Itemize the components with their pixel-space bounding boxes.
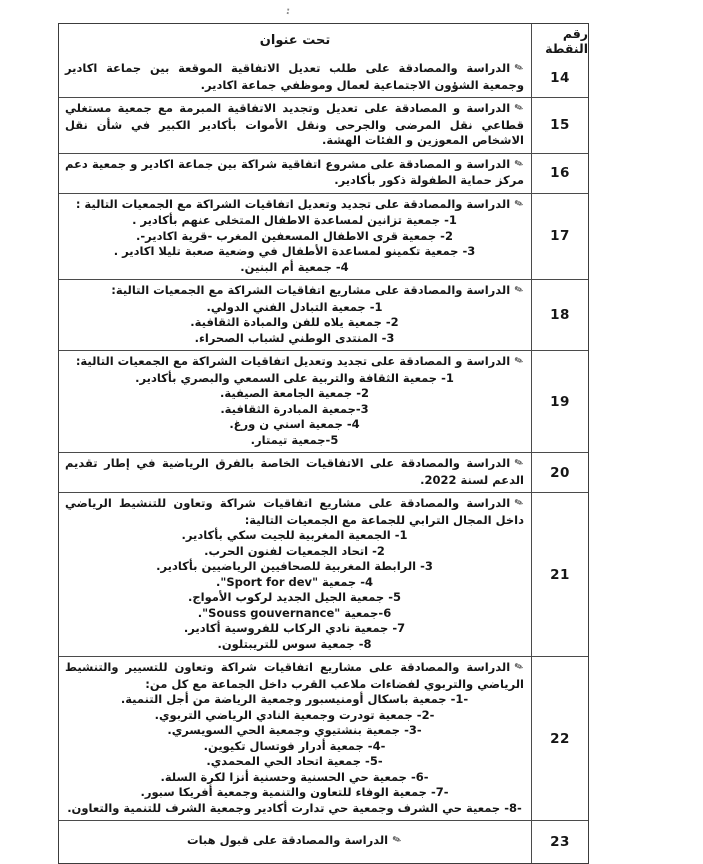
row-intro: [65, 354, 524, 371]
list-item: 4- جمعية أم البنين.: [240, 259, 349, 274]
list-item: 4- جمعية "Sport for dev".: [215, 574, 374, 589]
hand-writing-bullet-icon: ✎: [391, 833, 404, 848]
list-item: 1- جمعية الثقافة والتربية على السمعي والبصري بأكادير.: [135, 370, 454, 385]
list-item: 2- جمعية الجامعة الصيفية.: [219, 386, 369, 400]
list-item: 1- جمعية التبادل الفني الدولي.: [206, 299, 383, 314]
table-row: [59, 656, 588, 820]
list-item: 1- الجمعية المغربية للجيت سكي بأكادير.: [181, 528, 408, 542]
list-item: -4- جمعية أدرار فوتسال تكيوين.: [203, 738, 386, 753]
list-item: 5- جمعية الجيل الجديد لركوب الأمواج.: [188, 590, 401, 604]
title-cell: [59, 453, 531, 492]
row-intro: [65, 456, 524, 488]
list-item: -2- جمعية تودرت وجمعية النادي الرياضي التربوي.: [154, 707, 435, 722]
list-item: -8- جمعية حي الشرف وجمعية حي تدارت أكادير وجمعية الشرف للتنمية والتعاون.: [67, 800, 522, 815]
point-number-cell: 23: [531, 821, 588, 863]
intro-text: الدراسة والمصادقة على قبول هبات: [187, 833, 389, 848]
title-cell: [59, 657, 531, 820]
list-item: 3- جمعية تكمينو لمساعدة الأطفال في وضعية صعبة تليلا اكادير .: [113, 244, 476, 258]
table-row: [59, 193, 588, 280]
hand-writing-bullet-icon: ✎: [513, 495, 526, 511]
title-cell: [59, 821, 531, 863]
hand-writing-bullet-icon: ✎: [513, 282, 526, 298]
point-number-cell: 22: [531, 657, 588, 820]
row-intro: [65, 496, 524, 528]
table-row: [59, 97, 588, 153]
title-cell: [59, 280, 531, 350]
agenda-table: [58, 23, 589, 864]
point-number-cell: 20: [531, 453, 588, 492]
title-cell: [59, 154, 531, 193]
table-row: [59, 452, 588, 492]
point-number-cell: 16: [531, 154, 588, 193]
row-intro: [65, 61, 524, 93]
title-cell: [59, 98, 531, 153]
point-number-cell: 17: [531, 194, 588, 280]
row-intro: [65, 197, 524, 214]
title-cell: [59, 194, 531, 280]
hand-writing-bullet-icon: ✎: [513, 353, 526, 369]
row-intro: [65, 660, 524, 692]
title-cell: [59, 493, 531, 656]
intro-text: الدراسة والمصادقة على الاتفاقيات الخاصة بالفرق الرياضية في إطار تقديم الدعم لسنة 2022.: [65, 456, 524, 487]
row-intro: [65, 157, 524, 189]
intro-text: الدراسة و المصادقة على تجديد وتعديل اتفاقيات الشراكة مع الجمعيات التالية:: [75, 354, 511, 368]
hand-writing-bullet-icon: ✎: [513, 196, 526, 211]
point-number-cell: 21: [531, 493, 588, 656]
table-row: [59, 820, 588, 863]
point-number-cell: 18: [531, 280, 588, 350]
list-item: 3- الرابطة المغربية للصحافيين الرياضيين بأكادير.: [156, 559, 433, 573]
point-number-cell: 19: [531, 351, 588, 452]
list-item: -6- جمعية حي الحسنية وحسنية أنزا لكرة السلة.: [160, 769, 429, 784]
list-item: -1- جمعية باسكال أومنيسبور وجمعية الرياضة من أجل التنمية.: [120, 692, 469, 706]
header-title: تحت عنوان: [259, 33, 331, 49]
hand-writing-bullet-icon: ✎: [513, 60, 526, 76]
list-item: 6-جمعية "Souss gouvernance".: [197, 605, 392, 620]
list-item: 8- جمعية سوس للتريبتلون.: [217, 636, 372, 651]
intro-text: الدراسة والمصادقة على مشاريع اتفاقيات شراكة وتعاون للتسيير والتنشيط الرياضي والتربوي لفضاءات ملاعب القرب داخل الجماعة مع كل من:: [65, 660, 524, 691]
intro-text: الدراسة والمصادقة على تجديد وتعديل اتفاقيات الشراكة مع الجمعيات التالية :: [75, 196, 511, 211]
table-row: [59, 279, 588, 350]
row-intro: [65, 283, 524, 300]
table-row: [59, 58, 588, 97]
table-row: [59, 153, 588, 193]
list-item: -5- جمعية اتحاد الحي المحمدي.: [206, 754, 383, 768]
table-row: [59, 350, 588, 452]
list-item: 4- جمعية اسني ن ورغ.: [229, 417, 360, 431]
list-item: 2- جمعية يلاه للفن والمبادة الثقافية.: [190, 315, 399, 329]
list-item: 5-جمعية تيمتار.: [250, 432, 339, 447]
row-intro: [65, 101, 524, 149]
point-number-cell: 14: [531, 58, 588, 97]
list-item: 3- المنتدى الوطني لشباب الصحراء.: [194, 330, 395, 345]
title-cell: [59, 351, 531, 452]
intro-text: الدراسة والمصادقة على مشاريع اتفاقيات شراكة وتعاون للتنشيط الرياضي داخل المجال الترابي للجماعة مع الجمعيات التالية:: [65, 496, 524, 527]
point-number-cell: 15: [531, 98, 588, 153]
list-item: -3- جمعية بنشتيوي وجمعية الحي السويسري.: [167, 723, 422, 737]
list-item: 3-جمعية المبادرة الثقافية.: [220, 401, 369, 416]
intro-text: الدراسة و المصادقة على مشروع اتفاقية شراكة بين جماعة اكادير و جمعية دعم مركز حماية الطفولة ذكور بأكادير.: [65, 156, 524, 187]
row-intro: [65, 833, 524, 850]
hand-writing-bullet-icon: ✎: [513, 100, 526, 116]
scan-artifact: :: [285, 5, 291, 18]
intro-text: الدراسة والمصادقة على مشاريع اتفاقيات الشراكة مع الجمعيات التالية:: [111, 283, 511, 297]
header-point-number: رقم النقطة: [531, 24, 588, 58]
list-item: -7- جمعية الوفاء للتعاون والتنمية وجمعية أفريكا سبور.: [140, 785, 449, 799]
table-row: [59, 492, 588, 656]
hand-writing-bullet-icon: ✎: [513, 455, 526, 471]
table-body: [59, 58, 588, 863]
title-cell: [59, 58, 531, 97]
hand-writing-bullet-icon: ✎: [513, 156, 526, 171]
list-item: 1- جمعية تزانين لمساعدة الاطفال المتخلى عنهم بأكادير .: [132, 213, 457, 227]
hand-writing-bullet-icon: ✎: [513, 659, 526, 675]
intro-text: الدراسة و المصادقة على تعديل وتجديد الاتفاقية المبرمة مع جمعية مستغلي قطاعي نقل المرضى والجرحى ونقل الأموات بأكادير الكبير في شأن نقل الاشخاص المعوزين و الفئات الهشة.: [65, 101, 524, 147]
list-item: 2- جمعية قرى الاطفال المسعفين المغرب -قرية اكادير-.: [136, 228, 453, 243]
intro-text: الدراسة والمصادقة على طلب تعديل الاتفاقية الموقعة بين جماعة اكادير وجمعية الشؤون الاجتماعية لعمال وموظفي جماعة اكادير.: [65, 61, 524, 92]
list-item: 7- جمعية نادي الركاب للفروسية أكادير.: [183, 621, 406, 635]
list-item: 2- اتحاد الجمعيات لفنون الحرب.: [204, 543, 385, 558]
table-header-row: [59, 24, 588, 58]
